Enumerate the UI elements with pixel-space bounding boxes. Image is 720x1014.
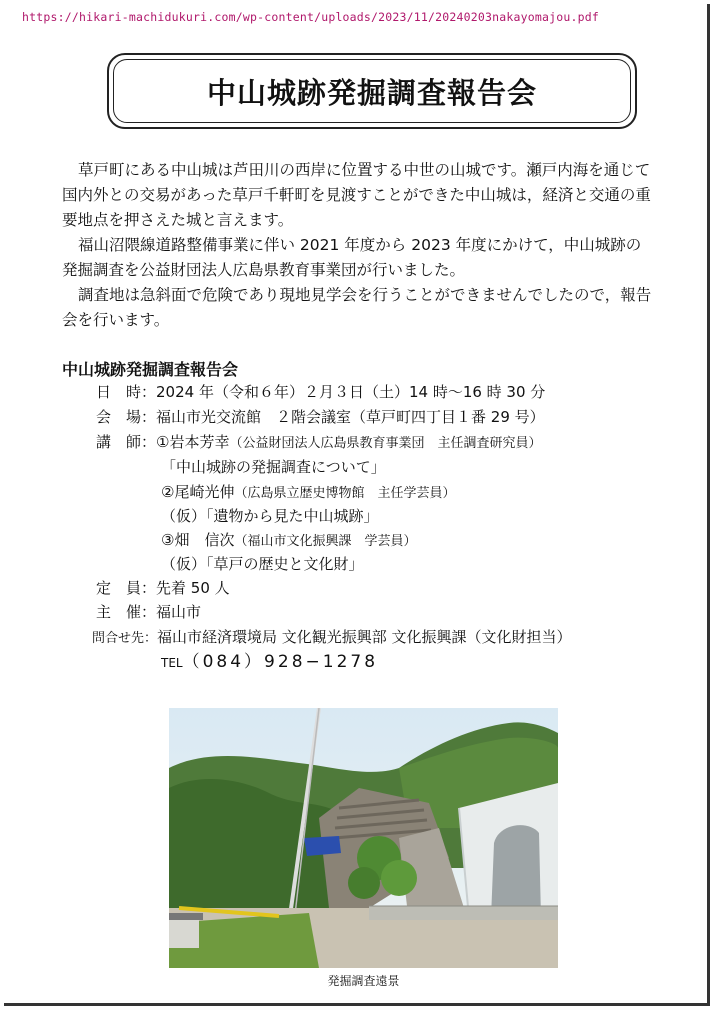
capacity-value: 先着 50 人 <box>156 579 230 597</box>
intro-text <box>62 158 672 333</box>
organizer-row <box>96 602 201 622</box>
contact-value: 福山市経済環境局 文化観光振興部 文化振興課（文化財担当） <box>157 628 572 646</box>
page-title: 中山城跡発掘調査報告会 <box>206 75 537 110</box>
intro-line: 調査地は急斜面で危険であり現地見学会を行うことができませんでしたので，報告 <box>78 286 652 304</box>
title-frame-inner <box>113 59 631 123</box>
venue-row <box>96 407 545 427</box>
intro-line: 会を行います。 <box>62 311 170 329</box>
photo-caption: 発掘調査遠景 <box>327 974 400 988</box>
contact-label: 問合せ先： <box>92 631 158 646</box>
excavation-photo <box>169 708 558 968</box>
source-url[interactable]: https://hikari-machidukuri.com/wp-content/uploads/2023/11/20240203nakayomajou.pdf <box>22 10 600 24</box>
lecturer-1-affiliation: （公益財団法人広島県教育事業団 主任調査研究員） <box>229 436 542 451</box>
title-frame <box>107 53 637 129</box>
lecturer-2-talk: （仮）「遺物から見た中山城跡」 <box>161 507 379 525</box>
lecturer-2-name: ②尾崎光伸 <box>161 483 235 501</box>
tel-row <box>161 652 378 673</box>
organizer-label: 主 催： <box>96 603 157 621</box>
venue-value: 福山市光交流館 ２階会議室（草戸町四丁目１番 29 号） <box>156 408 545 426</box>
venue-label: 会 場： <box>96 408 157 426</box>
lecturer-1-name: ①岩本芳幸 <box>156 433 230 451</box>
lecturer-3-name: ③畑 信次 <box>161 531 235 549</box>
intro-line: 草戸町にある中山城は芦田川の西岸に位置する中世の山城です。瀬戸内海を通じて <box>78 161 651 179</box>
capacity-row <box>96 578 230 598</box>
intro-line: 国内外との交易があった草戸千軒町を見渡すことができた中山城は，経済と交通の重 <box>62 186 651 204</box>
date-row <box>96 382 545 402</box>
lecturer-3-talk: （仮）「草戸の歴史と文化財」 <box>161 555 364 573</box>
tel-value: （084）928−1278 <box>182 652 379 672</box>
phone-icon: TEL <box>161 656 183 670</box>
intro-line: 福山沼隈線道路整備事業に伴い 2021 年度から 2023 年度にかけて，中山城跡の <box>78 236 642 254</box>
lecturer-label: 講 師： <box>96 433 157 451</box>
lecturer-3-affiliation: （福山市文化振興課 学芸員） <box>234 534 417 549</box>
capacity-label: 定 員： <box>96 579 157 597</box>
contact-row <box>92 627 572 649</box>
date-label: 日 時： <box>96 383 157 401</box>
lecturer-row <box>96 432 541 454</box>
lecturer-2-affiliation: （広島県立歴史博物館 主任学芸員） <box>234 486 456 501</box>
excavation-photo-illustration <box>169 708 558 968</box>
event-heading: 中山城跡発掘調査報告会 <box>62 360 239 379</box>
lecturer-1-talk: 「中山城跡の発掘調査について」 <box>161 458 386 476</box>
lecturer-2-row <box>161 482 455 504</box>
intro-line: 発掘調査を公益財団法人広島県教育事業団が行いました。 <box>62 261 466 279</box>
lecturer-3-row <box>161 530 416 552</box>
intro-line: 要地点を押さえた城と言えます。 <box>62 211 294 229</box>
organizer-value: 福山市 <box>156 603 202 621</box>
date-value: 2024 年（令和６年）２月３日（土）14 時～16 時 30 分 <box>156 383 546 401</box>
